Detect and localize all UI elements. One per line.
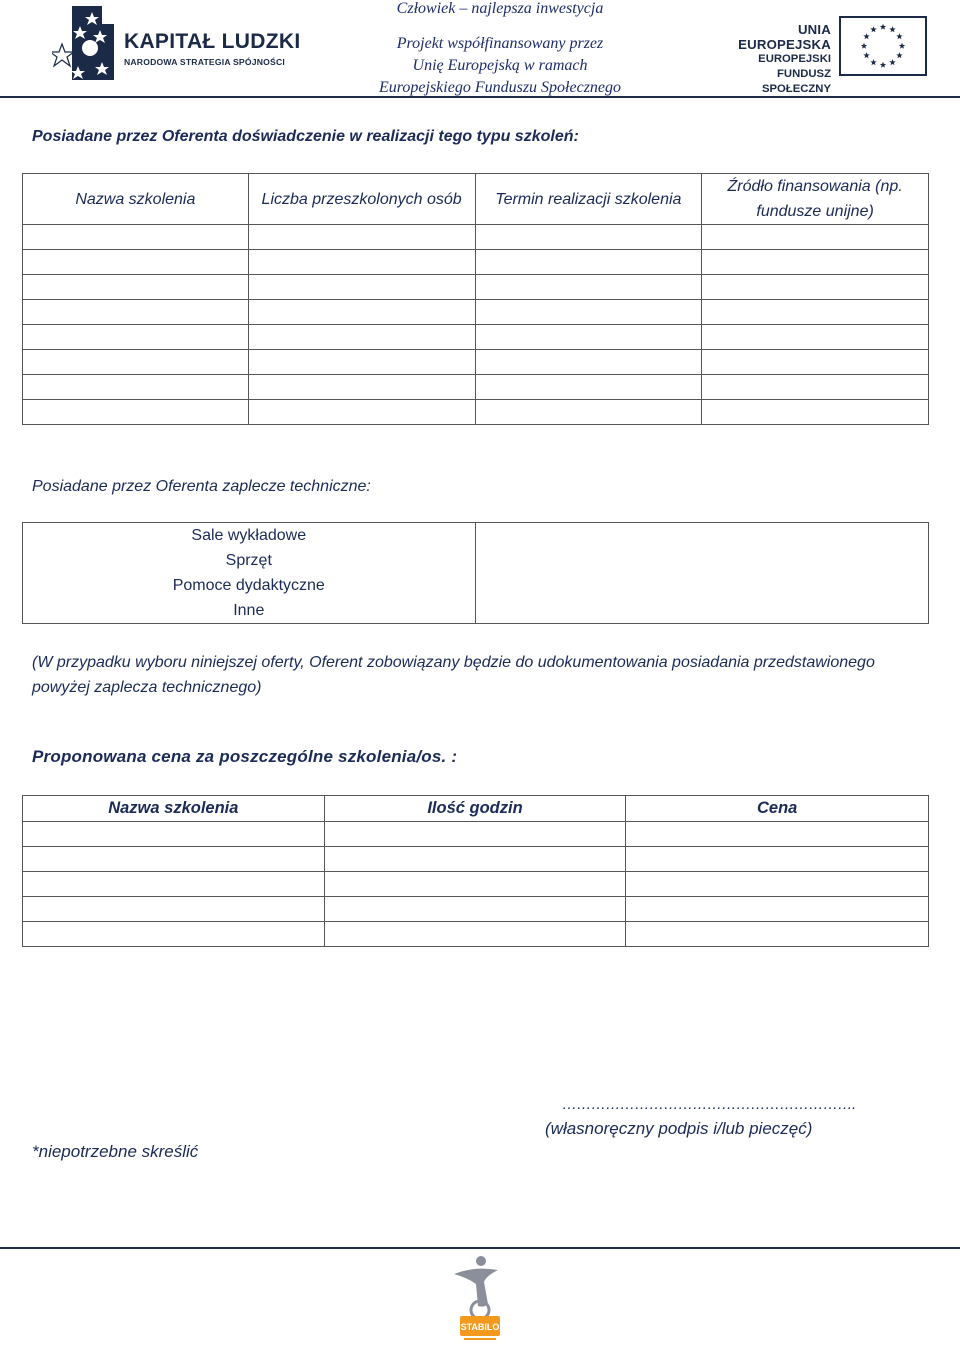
price-table-cell[interactable] <box>324 822 626 847</box>
price-table-cell[interactable] <box>626 897 929 922</box>
price-table-cell[interactable] <box>324 872 626 897</box>
col-hours: Ilość godzin <box>324 796 626 822</box>
experience-table-cell[interactable] <box>475 275 702 300</box>
technical-table <box>22 522 929 624</box>
price-table-cell[interactable] <box>324 847 626 872</box>
kapital-ludzki-logo <box>52 4 302 84</box>
price-table-cell[interactable] <box>23 897 325 922</box>
eu-flag-icon <box>839 16 927 76</box>
experience-table-cell[interactable] <box>248 225 475 250</box>
col-price-training-name: Nazwa szkolenia <box>23 796 325 822</box>
price-table-cell[interactable] <box>23 872 325 897</box>
experience-heading: Posiadane przez Oferenta doświadczenie w realizacji tego typu szkoleń: <box>32 128 579 145</box>
experience-table-cell[interactable] <box>702 275 929 300</box>
experience-table-row <box>23 300 929 325</box>
experience-table-cell[interactable] <box>23 350 249 375</box>
price-table-row <box>23 847 929 872</box>
technical-items-cell <box>23 523 476 624</box>
price-table-cell[interactable] <box>23 847 325 872</box>
price-table-cell[interactable] <box>324 922 626 947</box>
price-table-cell[interactable] <box>626 872 929 897</box>
price-table-cell[interactable] <box>626 922 929 947</box>
experience-table-row <box>23 325 929 350</box>
experience-table-cell[interactable] <box>23 250 249 275</box>
experience-table-cell[interactable] <box>23 275 249 300</box>
experience-table-row <box>23 350 929 375</box>
col-trained-count: Liczba przeszkolonych osób <box>248 174 475 225</box>
svg-text:STABILO: STABILO <box>460 1322 500 1332</box>
experience-table-row <box>23 375 929 400</box>
footer-divider <box>0 1247 960 1249</box>
experience-table-cell[interactable] <box>702 350 929 375</box>
experience-table-header <box>23 174 929 225</box>
col-funding-source: Źródło finansowania (np. fundusze unijne) <box>702 174 929 225</box>
experience-table-cell[interactable] <box>475 375 702 400</box>
experience-table-cell[interactable] <box>475 300 702 325</box>
experience-table-cell[interactable] <box>23 375 249 400</box>
eu-logo-line-2: EUROPEJSKI <box>758 53 831 65</box>
technical-item-teaching-aids: Pomoce dydaktyczne <box>172 577 325 594</box>
kapital-ludzki-subtitle: NARODOWA STRATEGIA SPÓJNOŚCI <box>124 57 285 67</box>
footnote: *niepotrzebne skreślić <box>32 1142 199 1161</box>
eu-logo-line-1: UNIA EUROPEJSKA <box>738 22 831 52</box>
price-table-cell[interactable] <box>23 822 325 847</box>
technical-table-row <box>23 523 929 624</box>
experience-table-cell[interactable] <box>702 375 929 400</box>
experience-table <box>22 173 929 425</box>
header-cofinance-line-2: Unię Europejską w ramach <box>412 57 588 74</box>
experience-table-cell[interactable] <box>23 400 249 425</box>
price-table-cell[interactable] <box>626 822 929 847</box>
experience-table-cell[interactable] <box>248 375 475 400</box>
technical-note: (W przypadku wyboru niniejszej oferty, Oferent zobowiązany będzie do udokumentowania posiadania przedstawionego powyżej zaplecza technicznego) <box>32 654 875 696</box>
price-table-cell[interactable] <box>23 922 325 947</box>
stabilo-logo-icon <box>440 1252 520 1342</box>
price-table-row <box>23 822 929 847</box>
price-table <box>22 795 929 947</box>
experience-table-cell[interactable] <box>23 325 249 350</box>
signature-dots: ……………………………………………………. <box>562 1096 856 1113</box>
experience-table-cell[interactable] <box>702 250 929 275</box>
experience-table-row <box>23 400 929 425</box>
experience-table-cell[interactable] <box>248 325 475 350</box>
experience-table-cell[interactable] <box>248 275 475 300</box>
header-cofinance-line-1: Projekt współfinansowany przez <box>396 35 604 52</box>
experience-table-cell[interactable] <box>248 400 475 425</box>
technical-answer-cell[interactable] <box>475 523 928 624</box>
experience-table-cell[interactable] <box>248 350 475 375</box>
technical-item-other: Inne <box>233 602 265 619</box>
kapital-ludzki-emblem-icon <box>52 4 122 82</box>
kapital-ludzki-title: KAPITAŁ LUDZKI <box>124 30 301 53</box>
experience-table-cell[interactable] <box>702 400 929 425</box>
price-table-cell[interactable] <box>626 847 929 872</box>
experience-table-cell[interactable] <box>475 400 702 425</box>
header-cofinance-line-3: Europejskiego Funduszu Społecznego <box>378 79 622 96</box>
experience-table-cell[interactable] <box>248 300 475 325</box>
experience-table-cell[interactable] <box>475 350 702 375</box>
experience-table-row <box>23 225 929 250</box>
experience-table-row <box>23 250 929 275</box>
header-center-text <box>340 0 660 99</box>
price-table-row <box>23 897 929 922</box>
eu-logo-text <box>707 22 831 97</box>
document-header <box>0 0 960 97</box>
price-table-cell[interactable] <box>324 897 626 922</box>
experience-table-cell[interactable] <box>475 225 702 250</box>
price-table-header <box>23 796 929 822</box>
price-table-row <box>23 872 929 897</box>
experience-table-cell[interactable] <box>702 225 929 250</box>
experience-table-cell[interactable] <box>475 325 702 350</box>
eu-logo-line-3: FUNDUSZ SPOŁECZNY <box>761 68 831 95</box>
signature-caption: (własnoręczny podpis i/lub pieczęć) <box>545 1119 813 1138</box>
technical-item-equipment: Sprzęt <box>225 552 272 569</box>
header-motto: Człowiek – najlepsza inwestycja <box>396 0 604 17</box>
experience-table-cell[interactable] <box>702 325 929 350</box>
experience-table-cell[interactable] <box>475 250 702 275</box>
experience-table-cell[interactable] <box>702 300 929 325</box>
price-table-row <box>23 922 929 947</box>
technical-item-lecture-rooms: Sale wykładowe <box>191 527 307 544</box>
col-training-name: Nazwa szkolenia <box>23 174 249 225</box>
col-training-date: Termin realizacji szkolenia <box>475 174 702 225</box>
header-divider <box>0 96 960 98</box>
experience-table-cell[interactable] <box>23 300 249 325</box>
technical-heading: Posiadane przez Oferenta zaplecze techniczne: <box>32 478 371 495</box>
experience-table-cell[interactable] <box>248 250 475 275</box>
experience-table-cell[interactable] <box>23 225 249 250</box>
price-heading: Proponowana cena za poszczególne szkolenia/os. : <box>32 747 458 766</box>
experience-table-row <box>23 275 929 300</box>
col-price: Cena <box>626 796 929 822</box>
